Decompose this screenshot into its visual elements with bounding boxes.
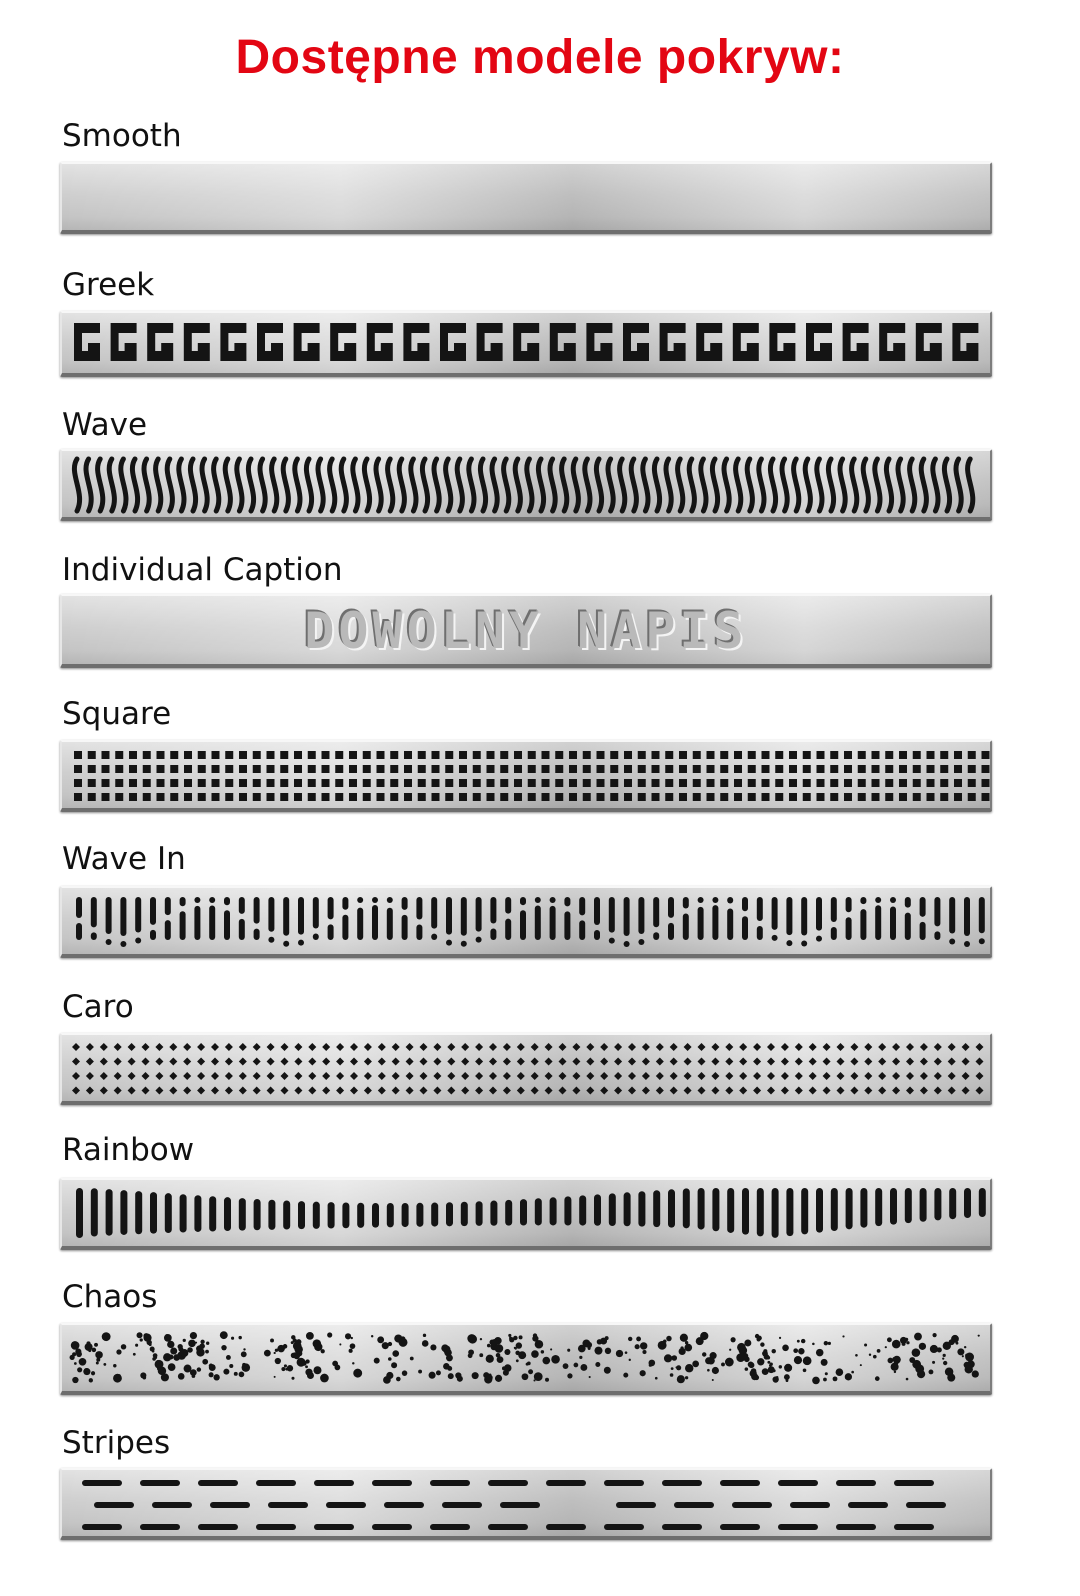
model-label-caro: Caro — [62, 989, 134, 1025]
cover-rainbow — [60, 1178, 992, 1250]
cover-stripes — [60, 1468, 992, 1540]
pattern-rainbow — [62, 1180, 990, 1246]
pattern-wavein — [62, 888, 990, 954]
cover-caption — [60, 594, 992, 668]
model-label-chaos: Chaos — [62, 1279, 158, 1315]
pattern-greek — [62, 313, 990, 373]
cover-greek — [60, 311, 992, 377]
model-label-stripes: Stripes — [62, 1425, 171, 1461]
pattern-wave — [62, 451, 990, 517]
pattern-square — [62, 742, 990, 808]
caption-engraving: DOWOLNY NAPIS — [304, 602, 748, 660]
cover-chaos — [60, 1323, 992, 1395]
model-label-square: Square — [62, 696, 172, 732]
model-label-smooth: Smooth — [62, 118, 182, 154]
pattern-chaos — [62, 1325, 990, 1391]
model-label-wave: Wave — [62, 407, 148, 443]
pattern-caro — [62, 1035, 990, 1101]
model-label-wave-in: Wave In — [62, 841, 186, 877]
page-title: Dostępne modele pokryw: — [235, 31, 845, 84]
cover-square — [60, 740, 992, 812]
cover-caro — [60, 1033, 992, 1105]
pattern-stripes — [62, 1470, 990, 1536]
model-label-greek: Greek — [62, 267, 155, 303]
cover-smooth — [60, 162, 992, 234]
model-label-individual-caption: Individual Caption — [62, 552, 343, 588]
cover-wave-in — [60, 886, 992, 958]
model-label-rainbow: Rainbow — [62, 1132, 195, 1168]
cover-wave — [60, 449, 992, 521]
pattern-smooth — [62, 164, 990, 230]
